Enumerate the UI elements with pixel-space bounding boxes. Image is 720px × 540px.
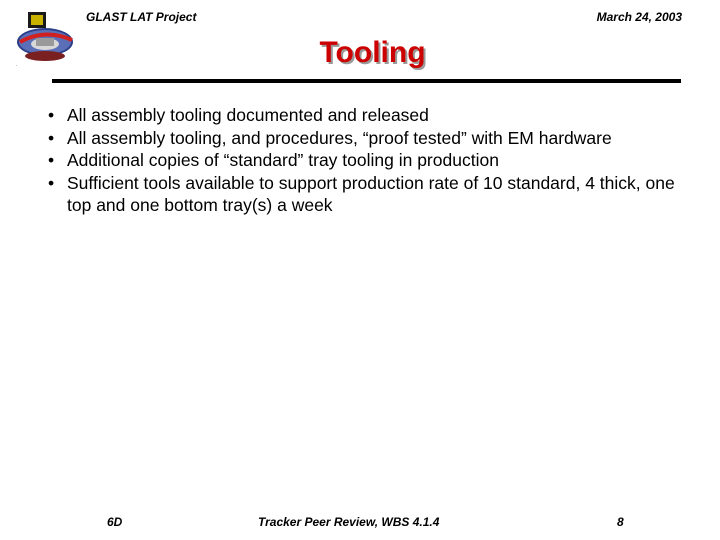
bullet-text: Sufficient tools available to support production rate of 10 standard, 4 thick, one top and one bottom tray(s) a week [67,172,675,215]
project-name: GLAST LAT Project [86,10,197,24]
slide-title: Tooling [319,36,426,69]
page-number: 8 [617,515,624,529]
bullet-text: All assembly tooling documented and released [67,105,429,125]
presentation-date: March 24, 2003 [596,10,682,24]
bullet-text: All assembly tooling, and procedures, “proof tested” with EM hardware [67,127,612,148]
bullet-item: • All assembly tooling documented and released [48,105,429,125]
footer-section: 6D [107,515,123,529]
svg-text:.: . [16,62,18,68]
bullet-item: • Sufficient tools available to support production rate of 10 standard, 4 thick, one top and one bottom tray(s) a week [48,172,675,215]
title-divider [52,79,681,83]
footer-event: Tracker Peer Review, WBS 4.1.4 [258,515,440,529]
bullet-text: Additional copies of “standard” tray tooling in production [67,150,499,170]
bullet-list [48,104,688,217]
bullet-item: • All assembly tooling, and procedures, “proof tested” with EM hardware [48,127,612,148]
bullet-item: • Additional copies of “standard” tray tooling in production [48,150,499,170]
